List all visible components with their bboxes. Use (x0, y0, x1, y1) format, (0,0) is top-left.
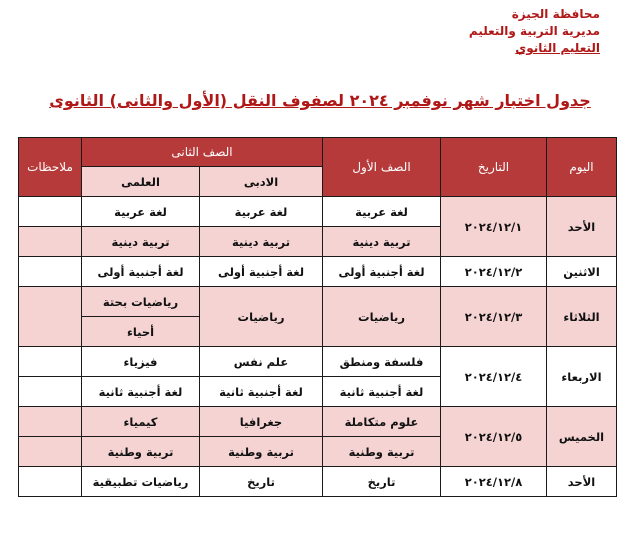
table-row (19, 347, 617, 377)
scientific-subject: رياضيات تطبيقية (82, 467, 200, 497)
literary-subject: لغة أجنبية أولى (200, 257, 323, 287)
scientific-subject: فيزياء (82, 347, 200, 377)
directorate-header (340, 6, 600, 57)
grade1-subject: لغة عربية (323, 197, 441, 227)
notes-cell (19, 197, 82, 227)
day-cell: الخميس (547, 407, 617, 467)
grade1-subject: تربية وطنية (323, 437, 441, 467)
literary-subject: جغرافيا (200, 407, 323, 437)
header-literary: الادبى (200, 167, 323, 197)
table-row (19, 287, 617, 317)
day-cell: الاربعاء (547, 347, 617, 407)
notes-cell (19, 287, 82, 347)
header-notes: ملاحظات (19, 138, 82, 197)
scientific-subject: كيمياء (82, 407, 200, 437)
grade1-subject: فلسفة ومنطق (323, 347, 441, 377)
notes-cell (19, 377, 82, 407)
header-grade2: الصف الثانى (82, 138, 323, 167)
date-cell: ٢٠٢٤/١٢/١ (441, 197, 547, 257)
notes-cell (19, 467, 82, 497)
governorate-label: محافظة الجيزة (511, 7, 600, 21)
literary-subject: علم نفس (200, 347, 323, 377)
header-day: اليوم (547, 138, 617, 197)
scientific-subject: تربية وطنية (82, 437, 200, 467)
table-row (19, 407, 617, 437)
literary-subject: تربية دينية (200, 227, 323, 257)
date-cell: ٢٠٢٤/١٢/٣ (441, 287, 547, 347)
literary-subject: تاريخ (200, 467, 323, 497)
date-cell: ٢٠٢٤/١٢/٨ (441, 467, 547, 497)
table-row (19, 197, 617, 227)
header-scientific: العلمى (82, 167, 200, 197)
notes-cell (19, 257, 82, 287)
date-cell: ٢٠٢٤/١٢/٤ (441, 347, 547, 407)
notes-cell (19, 437, 82, 467)
date-cell: ٢٠٢٤/١٢/٢ (441, 257, 547, 287)
notes-cell (19, 407, 82, 437)
date-cell: ٢٠٢٤/١٢/٥ (441, 407, 547, 467)
literary-subject: تربية وطنية (200, 437, 323, 467)
table-row (19, 467, 617, 497)
header-date: التاريخ (441, 138, 547, 197)
scientific-subject: لغة أجنبية أولى (82, 257, 200, 287)
scientific-subject: رياضيات بحتة (82, 287, 200, 317)
day-cell: الأحد (547, 197, 617, 257)
notes-cell (19, 347, 82, 377)
scientific-subject: أحياء (82, 317, 200, 347)
day-cell: الاثنين (547, 257, 617, 287)
header-grade1: الصف الأول (323, 138, 441, 197)
literary-subject: لغة أجنبية ثانية (200, 377, 323, 407)
literary-subject: لغة عربية (200, 197, 323, 227)
table-row (19, 257, 617, 287)
page-title: جدول اختبار شهر نوفمبر ٢٠٢٤ لصفوف النقل (الأول والثانى) الثانوى (49, 91, 591, 110)
directorate-label: مديرية التربية والتعليم (468, 24, 600, 38)
exam-schedule-table (18, 137, 617, 497)
department-label: التعليم الثانوي (515, 41, 600, 55)
grade1-subject: تربية دينية (323, 227, 441, 257)
day-cell: الثلاثاء (547, 287, 617, 347)
notes-cell (19, 227, 82, 257)
scientific-subject: تربية دينية (82, 227, 200, 257)
scientific-subject: لغة أجنبية ثانية (82, 377, 200, 407)
scientific-subject: لغة عربية (82, 197, 200, 227)
grade1-subject: تاريخ (323, 467, 441, 497)
day-cell: الأحد (547, 467, 617, 497)
grade1-subject: لغة أجنبية ثانية (323, 377, 441, 407)
literary-subject: رياضيات (200, 287, 323, 347)
grade1-subject: لغة أجنبية أولى (323, 257, 441, 287)
grade1-subject: رياضيات (323, 287, 441, 347)
grade1-subject: علوم متكاملة (323, 407, 441, 437)
